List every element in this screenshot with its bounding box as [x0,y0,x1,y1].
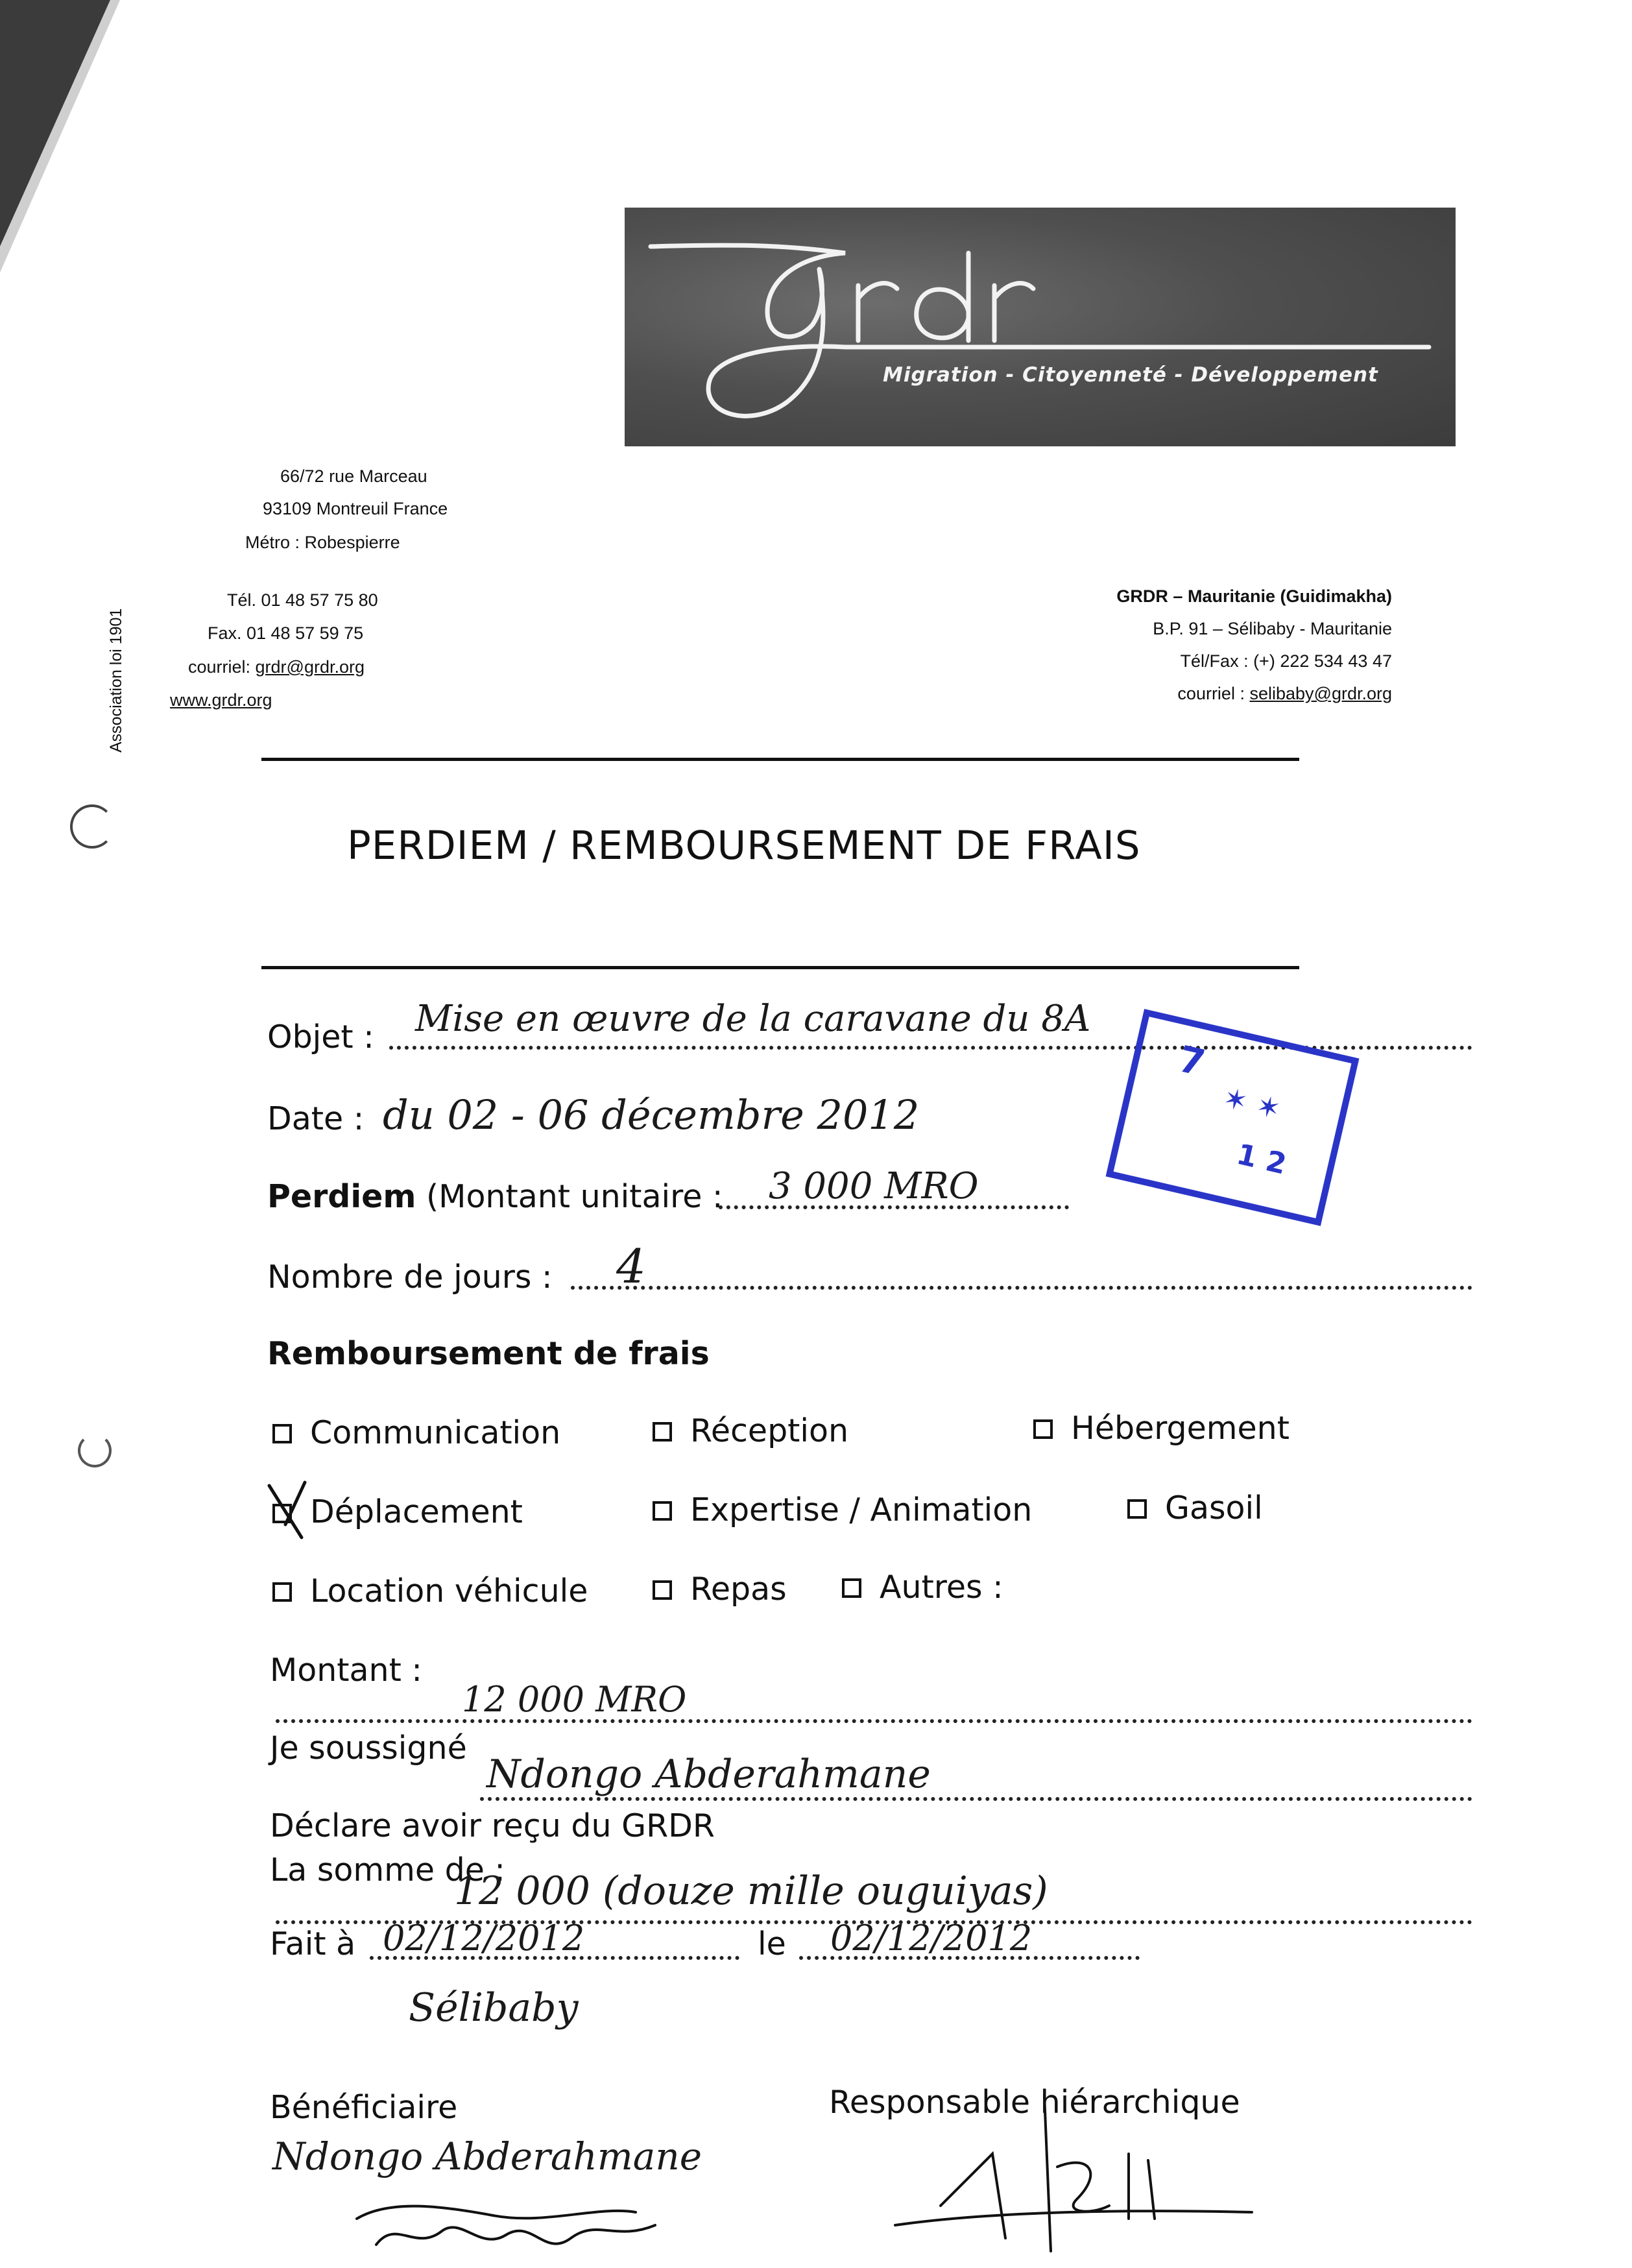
lieu-field[interactable]: Sélibaby [409,1985,579,2031]
address-metro: Métro : Robespierre [245,533,400,552]
mauritanie-email-label: courriel : [1177,684,1250,703]
expertise-label: Expertise / Animation [690,1491,1033,1528]
logo-wordmark-text: grdr [1040,318,1042,319]
gasoil-checkbox[interactable] [1127,1499,1147,1519]
address-email-link[interactable]: grdr@grdr.org [255,657,365,677]
address-street: 66/72 rue Marceau [280,466,427,486]
location-checkbox[interactable] [272,1582,292,1602]
beneficiaire-signature[interactable] [350,2180,688,2264]
objet-label: Objet : [267,1019,374,1056]
somme-field[interactable]: 12 000 (douze mille ouguiyas) [454,1868,1048,1914]
hebergement-label: Hébergement [1071,1410,1290,1447]
fait-field[interactable]: 02/12/2012 [383,1918,585,1959]
punch-hole-mark [70,804,114,849]
montant-line [276,1719,1472,1723]
mauritanie-email-line [1177,684,1392,704]
montant-label: Montant : [270,1652,422,1689]
address-city: 93109 Montreuil France [263,499,448,518]
page-title: PERDIEM / REMBOURSEMENT DE FRAIS [347,823,1141,869]
title-top-rule [261,758,1299,761]
gasoil-label: Gasoil [1165,1490,1263,1526]
expertise-checkbox[interactable] [653,1501,672,1521]
beneficiaire-label: Bénéficiaire [270,2089,458,2126]
grdr-logo [625,208,1456,446]
date-label: Date : [267,1100,365,1137]
mauritanie-bp: B.P. 91 – Sélibaby - Mauritanie [1153,619,1392,638]
perdiem-amount-field[interactable]: 3 000 MRO [769,1165,979,1207]
communication-label: Communication [310,1414,561,1451]
declare-label: Déclare avoir reçu du GRDR [270,1807,715,1844]
logo-tagline: Migration - Citoyenneté - Développement [883,363,1378,387]
location-label: Location véhicule [310,1573,588,1610]
montant-field[interactable]: 12 000 MRO [462,1679,687,1720]
autres-checkbox[interactable] [842,1578,861,1598]
address-email-label: courriel: [188,657,256,677]
objet-field[interactable]: Mise en œuvre de la caravane du 8A [415,998,1091,1040]
le-label: le [758,1925,786,1962]
jours-field[interactable]: 4 [616,1239,646,1294]
responsable-signature[interactable] [856,2089,1258,2264]
reception-label: Réception [690,1412,849,1449]
punch-hole-mark [78,1434,112,1467]
reception-checkbox[interactable] [653,1422,672,1442]
fait-label: Fait à [270,1925,356,1962]
address-email-line [188,657,365,677]
address-phone: Tél. 01 48 57 75 80 [227,590,378,610]
le-field[interactable]: 02/12/2012 [830,1918,1033,1959]
perdiem-sublabel: (Montant unitaire : [416,1178,723,1215]
responsable-label: Responsable hiérarchique [829,2084,1240,2121]
grdr-wordmark-graphic [625,208,1456,446]
perdiem-line [267,1178,723,1215]
perdiem-label: Perdiem [267,1178,416,1215]
repas-checkbox[interactable] [653,1580,672,1600]
title-bottom-rule [261,966,1299,969]
communication-checkbox[interactable] [272,1424,292,1443]
association-loi-1901: Association loi 1901 [107,608,125,753]
mauritanie-email-link[interactable]: selibaby@grdr.org [1249,684,1392,703]
folded-corner [0,0,195,311]
date-field[interactable]: du 02 - 06 décembre 2012 [383,1091,920,1139]
deplacement-label: Déplacement [310,1493,523,1530]
soussigne-field[interactable]: Ndongo Abderahmane [486,1752,931,1797]
mauritanie-office-name: GRDR – Mauritanie (Guidimakha) [1116,586,1392,606]
mauritanie-telfax: Tél/Fax : (+) 222 534 43 47 [1180,651,1392,671]
hebergement-checkbox[interactable] [1033,1419,1053,1439]
beneficiaire-name: Ndongo Abderahmane [272,2134,702,2178]
jours-label: Nombre de jours : [267,1259,553,1296]
somme-label: La somme de : [270,1852,505,1888]
soussigne-label: Je soussigné [270,1730,467,1767]
remboursement-heading: Remboursement de frais [267,1335,710,1372]
jours-line [571,1286,1472,1290]
deplacement-checkmark [263,1479,315,1544]
received-stamp: 7 ✶ ✶ 1 2 [1106,1009,1360,1226]
soussigne-line [480,1797,1472,1801]
address-fax: Fax. 01 48 57 59 75 [208,623,364,643]
autres-label: Autres : [880,1569,1003,1606]
address-website-link[interactable]: www.grdr.org [170,690,272,710]
repas-label: Repas [690,1571,787,1608]
